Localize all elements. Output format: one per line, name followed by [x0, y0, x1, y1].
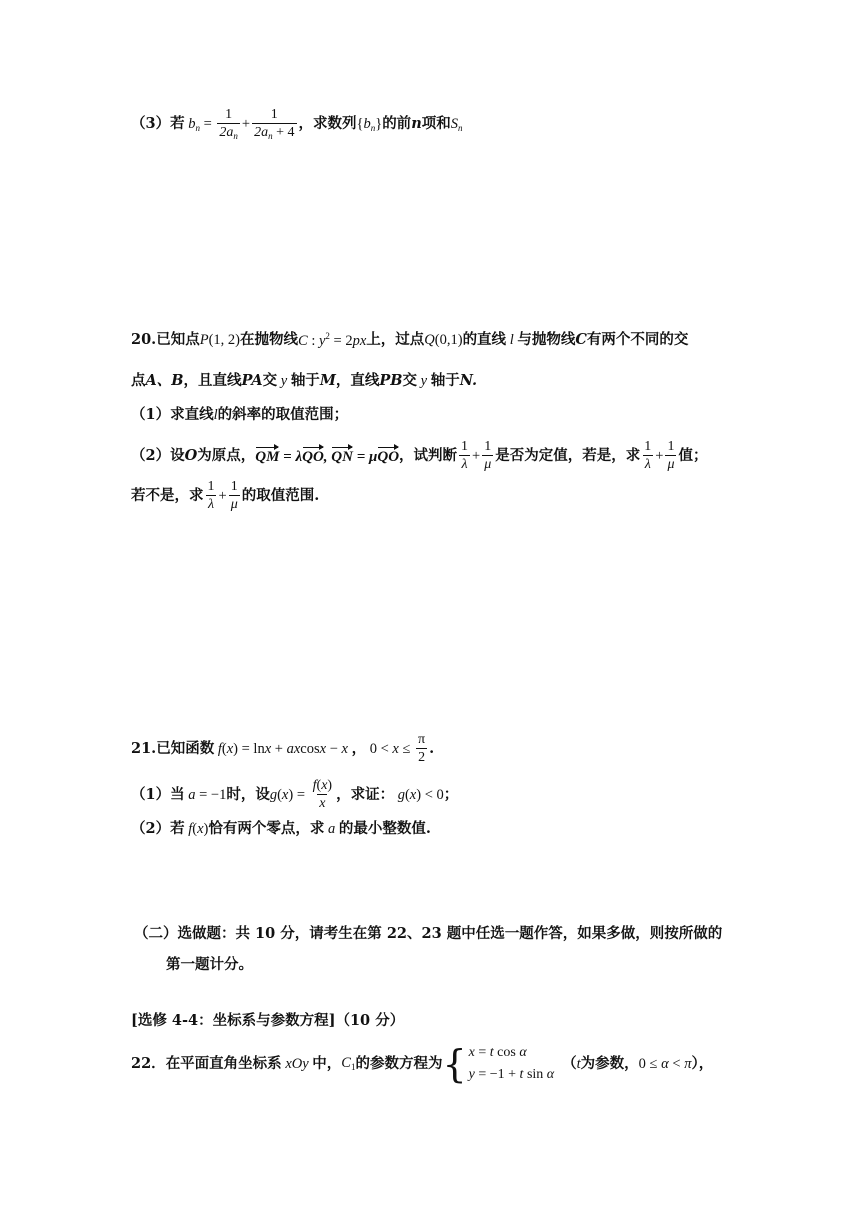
- q20-stem-line1: 20. 已知点 P(1, 2) 在抛物线 C : $y^2 = 2px$ 上，过点 Q(0,1) 的直线 l 与抛物线 C 有两个不同的交: [131, 331, 689, 349]
- fraction: $\frac{1}{2a_n}$: [219, 107, 238, 141]
- q22-stem: 22． 在平面直角坐标系 xOy 中， $C_1$ 的参数方程为 { x = t cos α y = −1 + t sin α （ t 为参数， 0 ≤ α < π ），: [131, 1041, 714, 1086]
- question-number: 21.: [131, 739, 157, 757]
- q20-part2-cont: 若不是，求 $\frac{1}{\lambda}$ + $\frac{1}{\mu}$ 的取值范围.: [131, 479, 320, 512]
- question-number: 22．: [131, 1054, 166, 1072]
- elective-instructions: （二）选做题：共 10 分，请考生在第 22、23 题中任选一题作答，如果多做，则按所做的: [134, 925, 723, 942]
- parametric-system: x = t cos α y = −1 + t sin α: [468, 1045, 555, 1082]
- left-brace: {: [442, 1041, 467, 1086]
- formula-bn: $b_n$: [184, 115, 200, 133]
- question-number: 20.: [131, 331, 157, 348]
- q20-part1: （1）求直线 l 的斜率的取值范围；: [131, 406, 349, 423]
- fraction: $\frac{1}{2a_n + 4}$: [254, 107, 295, 141]
- q20-part2: （2）设 O 为原点， QM = λQO, QN = μQO ，试判断 $\frac{1}{\lambda}$ + $\frac{1}{\mu}$ 是否为定值，若是，求 $\frac{1}{\lambda}$ + $\frac{1}{\mu}$ 值；: [131, 439, 708, 472]
- section-heading: [选修 4-4：坐标系与参数方程]（10 分）: [131, 1012, 405, 1029]
- q21-part2: （2）若 f(x) 恰有两个零点，求 a 的最小整数值.: [131, 820, 431, 837]
- elective-instructions-cont: 第一题计分。: [166, 956, 253, 973]
- q21-stem: 21. 已知函数 f(x) = lnx + axcosx − x ， 0 < x ≤ $\frac{\pi}{2}$ .: [131, 732, 435, 765]
- q19-part3: （3）若 $b_n$ = $\frac{1}{2a_n}$ + $\frac{1}{2a_n + 4}$ ，求数列 $\{b_n\}$ 的前 n 项和 $S_n$: [131, 107, 463, 141]
- vector-equation: QM = λQO, QN = μQO: [255, 449, 400, 465]
- q21-part1: （1）当 a = −1 时，设 g(x) = $\frac{f(x)}{x}$ ，求证： g(x) < 0 ；: [131, 778, 459, 811]
- q20-stem-line2: 点 A、B ，且直线 PA 交 y 轴于 M ，直线 PB 交 y 轴于 N.: [131, 372, 478, 389]
